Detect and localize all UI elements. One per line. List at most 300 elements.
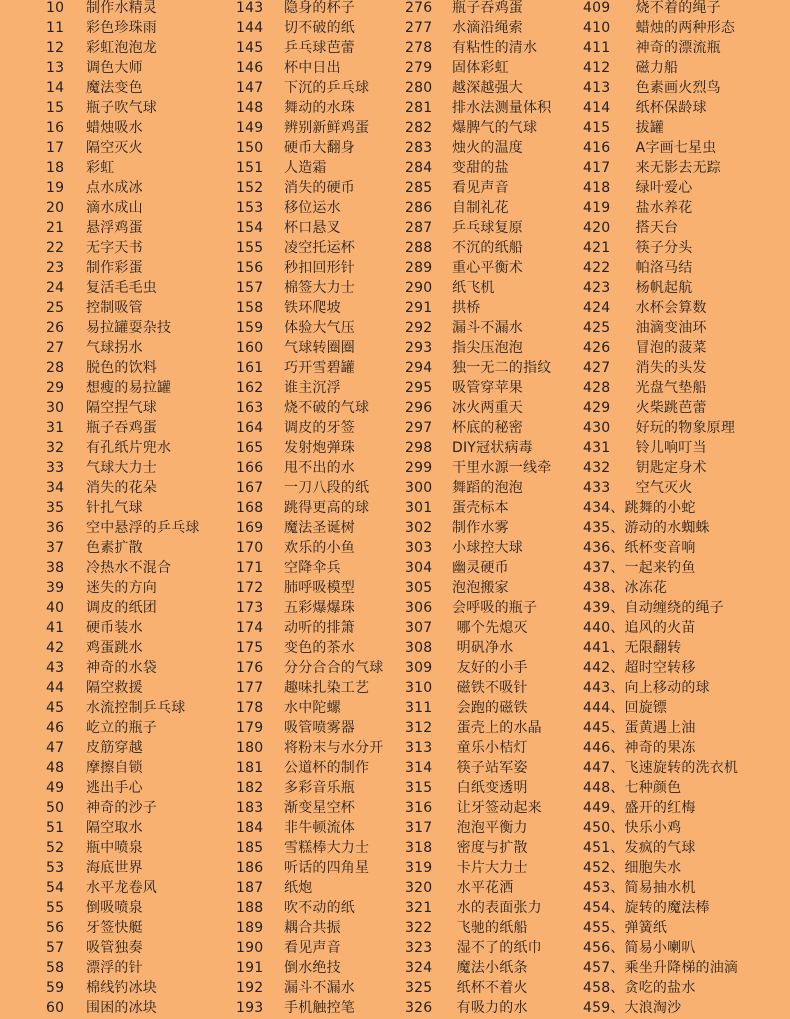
item-number: 173 [236, 600, 264, 616]
item-title: 一刀八段的纸 [284, 480, 370, 496]
list-item [46, 598, 200, 618]
item-number: 152 [236, 180, 264, 196]
list-item [236, 918, 383, 938]
item-number: 193 [236, 1000, 264, 1016]
item-number: 455、 [583, 920, 625, 936]
item-title: 彩虹 [86, 160, 115, 176]
list-item [236, 818, 383, 838]
item-number: 416 [583, 140, 611, 156]
item-title: 幽灵硬币 [452, 560, 509, 576]
item-title: 冰冻花 [624, 580, 668, 596]
item-title: 简易抽水机 [624, 880, 696, 896]
list-item [405, 38, 551, 58]
list-item [405, 618, 551, 638]
item-number: 430 [583, 420, 611, 436]
item-title: 绿叶爱心 [631, 180, 693, 196]
list-item [405, 458, 551, 478]
item-title: 乒乓球复原 [452, 220, 523, 236]
list-item [405, 798, 551, 818]
item-number: 190 [236, 940, 264, 956]
list-item [583, 278, 738, 298]
list-item [236, 0, 383, 18]
item-number: 421 [583, 240, 611, 256]
item-title: 围困的冰块 [86, 1000, 157, 1016]
list-item [236, 518, 383, 538]
item-number: 45 [46, 700, 65, 716]
list-item [405, 998, 551, 1018]
item-title: 分分合合的气球 [284, 660, 384, 676]
list-item [583, 298, 738, 318]
item-number: 162 [236, 380, 264, 396]
item-title: 铁环爬坡 [284, 300, 341, 316]
item-number: 158 [236, 300, 264, 316]
item-title: 乒乓球芭蕾 [284, 40, 355, 56]
item-number: 276 [405, 0, 433, 16]
item-title: 海底世界 [86, 860, 143, 876]
item-number: 310 [405, 680, 433, 696]
list-item [405, 258, 551, 278]
item-number: 154 [236, 220, 264, 236]
list-item [583, 378, 738, 398]
item-title: 制作彩蛋 [86, 260, 143, 276]
item-number: 299 [405, 460, 433, 476]
list-item [405, 678, 551, 698]
list-item [236, 198, 383, 218]
list-item [583, 358, 738, 378]
item-title: 调皮的纸团 [86, 600, 157, 616]
item-title: 自动缠绕的绳子 [624, 600, 724, 616]
item-title: 铃儿响叮当 [631, 440, 707, 456]
item-number: 298 [405, 440, 433, 456]
item-number: 185 [236, 840, 264, 856]
item-number: 10 [46, 0, 65, 16]
item-title: 倒水绝技 [284, 960, 341, 976]
list-item [405, 198, 551, 218]
item-number: 17 [46, 140, 65, 156]
item-title: 烛火的温度 [452, 140, 523, 156]
list-item [236, 938, 383, 958]
list-item [405, 138, 551, 158]
item-number: 301 [405, 500, 433, 516]
list-item [583, 618, 738, 638]
item-title: 漏斗不漏水 [452, 320, 523, 336]
item-number: 31 [46, 420, 65, 436]
item-number: 323 [405, 940, 433, 956]
list-item [236, 598, 383, 618]
list-item [236, 238, 383, 258]
list-item [583, 98, 738, 118]
item-number: 172 [236, 580, 264, 596]
item-number: 320 [405, 880, 433, 896]
list-item [583, 738, 738, 758]
list-item [46, 278, 200, 298]
item-number: 178 [236, 700, 264, 716]
item-title: 屹立的瓶子 [86, 720, 157, 736]
item-number: 312 [405, 720, 433, 736]
item-number: 144 [236, 20, 264, 36]
item-number: 49 [46, 780, 65, 796]
item-title: 筷子分头 [631, 240, 693, 256]
item-number: 174 [236, 620, 264, 636]
list-item [405, 738, 551, 758]
list-item [46, 798, 200, 818]
item-title: 跳舞的小蛇 [624, 500, 696, 516]
item-title: 油滴变油环 [631, 320, 707, 336]
list-item [46, 558, 200, 578]
list-item [405, 98, 551, 118]
item-number: 311 [405, 700, 433, 716]
item-number: 437、 [583, 560, 625, 576]
list-item [236, 778, 383, 798]
item-number: 418 [583, 180, 611, 196]
item-title: 盐水养花 [631, 200, 693, 216]
item-title: 杯中日出 [284, 60, 341, 76]
item-title: 童乐小桔灯 [452, 740, 528, 756]
item-number: 40 [46, 600, 65, 616]
list-item [236, 958, 383, 978]
list-item [405, 278, 551, 298]
item-number: 186 [236, 860, 264, 876]
list-item [405, 918, 551, 938]
list-item [46, 698, 200, 718]
item-title: 卡片大力士 [452, 860, 528, 876]
item-number: 59 [46, 980, 65, 996]
list-item [46, 498, 200, 518]
item-number: 161 [236, 360, 264, 376]
item-title: 气球拐水 [86, 340, 143, 356]
item-title: 渐变星空杯 [284, 800, 355, 816]
item-title: 湿不了的纸巾 [452, 940, 542, 956]
item-title: 泡泡搬家 [452, 580, 509, 596]
item-number: 304 [405, 560, 433, 576]
item-title: 拱桥 [452, 300, 481, 316]
list-item [583, 698, 738, 718]
item-title: 白纸变透明 [452, 780, 528, 796]
item-number: 316 [405, 800, 433, 816]
item-number: 309 [405, 660, 433, 676]
list-item [405, 698, 551, 718]
item-number: 448、 [583, 780, 625, 796]
item-title: 复活毛毛虫 [86, 280, 157, 296]
item-number: 445、 [583, 720, 625, 736]
list-item [405, 338, 551, 358]
item-title: 乘坐升降梯的油滴 [624, 960, 739, 976]
item-title: 自制礼花 [452, 200, 509, 216]
list-item [236, 798, 383, 818]
item-number: 280 [405, 80, 433, 96]
list-item [405, 418, 551, 438]
item-title: 舞动的水珠 [284, 100, 355, 116]
list-item [405, 378, 551, 398]
item-title: 泡泡平衡力 [452, 820, 528, 836]
list-item [46, 658, 200, 678]
item-title: 盛开的红梅 [624, 800, 696, 816]
item-number: 282 [405, 120, 433, 136]
item-title: 点水成冰 [86, 180, 143, 196]
item-title: 水中陀螺 [284, 700, 341, 716]
item-number: 32 [46, 440, 65, 456]
list-item [405, 238, 551, 258]
item-title: 小球控大球 [452, 540, 523, 556]
list-item [46, 78, 200, 98]
item-title: 耦合共振 [284, 920, 341, 936]
item-title: 来无影去无踪 [631, 160, 721, 176]
list-item [405, 538, 551, 558]
list-item [236, 318, 383, 338]
item-number: 179 [236, 720, 264, 736]
item-title: 独一无二的指纹 [452, 360, 552, 376]
list-item [583, 638, 738, 658]
list-item [583, 498, 738, 518]
item-title: 吸管喷雾器 [284, 720, 355, 736]
item-number: 55 [46, 900, 65, 916]
list-item [236, 378, 383, 398]
item-number: 442、 [583, 660, 625, 676]
item-title: 想瘦的易拉罐 [86, 380, 172, 396]
item-title: 摩擦自锁 [86, 760, 143, 776]
item-title: 彩虹泡泡龙 [86, 40, 157, 56]
item-number: 454、 [583, 900, 625, 916]
item-title: 听话的四角星 [284, 860, 370, 876]
list-item [405, 978, 551, 998]
item-title: 简易小喇叭 [624, 940, 696, 956]
item-title: 磁力船 [631, 60, 679, 76]
item-number: 171 [236, 560, 264, 576]
item-title: 看见声音 [452, 180, 509, 196]
list-item [405, 118, 551, 138]
item-number: 451、 [583, 840, 625, 856]
item-number: 456、 [583, 940, 625, 956]
item-title: 肺呼吸模型 [284, 580, 355, 596]
item-title: 跳得更高的球 [284, 500, 370, 516]
item-title: 变甜的盐 [452, 160, 509, 176]
list-item [236, 298, 383, 318]
list-item [236, 98, 383, 118]
item-number: 146 [236, 60, 264, 76]
item-title: 指尖压泡泡 [452, 340, 523, 356]
item-number: 53 [46, 860, 65, 876]
item-title: 趣味扎染工艺 [284, 680, 370, 696]
item-title: 冰火两重天 [452, 400, 523, 416]
item-number: 147 [236, 80, 264, 96]
item-number: 13 [46, 60, 65, 76]
list-item [236, 178, 383, 198]
list-item [46, 998, 200, 1018]
list-item [236, 998, 383, 1018]
list-item [583, 938, 738, 958]
item-title: 弹簧纸 [624, 920, 668, 936]
item-title: 隐身的杯子 [284, 0, 355, 16]
list-item [46, 818, 200, 838]
item-number: 52 [46, 840, 65, 856]
list-item [583, 678, 738, 698]
list-item [405, 18, 551, 38]
item-number: 153 [236, 200, 264, 216]
list-item [583, 598, 738, 618]
item-number: 36 [46, 520, 65, 536]
item-number: 317 [405, 820, 433, 836]
item-title: 快乐小鸡 [624, 820, 682, 836]
item-number: 322 [405, 920, 433, 936]
item-title: 冒泡的菠菜 [631, 340, 707, 356]
item-number: 51 [46, 820, 65, 836]
item-number: 187 [236, 880, 264, 896]
list-item [46, 958, 200, 978]
list-item [46, 678, 200, 698]
item-number: 56 [46, 920, 65, 936]
item-number: 50 [46, 800, 65, 816]
item-title: 水平花洒 [452, 880, 514, 896]
item-title: 五彩爆爆珠 [284, 600, 355, 616]
item-title: 蜡烛的两种形态 [631, 20, 736, 36]
list-item [236, 338, 383, 358]
item-title: 有吸力的水 [452, 1000, 528, 1016]
item-number: 22 [46, 240, 65, 256]
item-number: 295 [405, 380, 433, 396]
list-item [46, 358, 200, 378]
item-title: 搭天台 [631, 220, 679, 236]
list-item [46, 478, 200, 498]
item-number: 180 [236, 740, 264, 756]
item-number: 281 [405, 100, 433, 116]
item-title: DIY冠状病毒 [452, 440, 533, 456]
list-item [236, 478, 383, 498]
list-item [46, 218, 200, 238]
item-number: 318 [405, 840, 433, 856]
item-number: 420 [583, 220, 611, 236]
item-number: 302 [405, 520, 433, 536]
item-title: 谁主沉浮 [284, 380, 341, 396]
list-item [236, 118, 383, 138]
item-number: 450、 [583, 820, 625, 836]
list-item [46, 878, 200, 898]
item-title: 空气灭火 [631, 480, 693, 496]
item-title: 空降伞兵 [284, 560, 341, 576]
list-item [405, 598, 551, 618]
list-item [236, 658, 383, 678]
list-item [583, 578, 738, 598]
item-title: 下沉的乒乓球 [284, 80, 370, 96]
item-title: 舞蹈的泡泡 [452, 480, 523, 496]
item-number: 325 [405, 980, 433, 996]
item-number: 417 [583, 160, 611, 176]
item-number: 284 [405, 160, 433, 176]
item-title: 纸炮 [284, 880, 313, 896]
item-number: 43 [46, 660, 65, 676]
item-number: 18 [46, 160, 65, 176]
item-title: 硬币大翻身 [284, 140, 355, 156]
list-item [583, 58, 738, 78]
list-item [236, 758, 383, 778]
list-item [405, 838, 551, 858]
item-title: 旋转的魔法棒 [624, 900, 710, 916]
item-number: 165 [236, 440, 264, 456]
list-item [405, 858, 551, 878]
list-item [46, 58, 200, 78]
item-number: 446、 [583, 740, 625, 756]
item-number: 14 [46, 80, 65, 96]
item-number: 313 [405, 740, 433, 756]
list-item [405, 438, 551, 458]
item-number: 192 [236, 980, 264, 996]
list-item [405, 58, 551, 78]
list-item [236, 698, 383, 718]
item-number: 436、 [583, 540, 625, 556]
item-title: 硬币装水 [86, 620, 143, 636]
list-item [583, 178, 738, 198]
list-item [405, 218, 551, 238]
item-number: 290 [405, 280, 433, 296]
item-number: 189 [236, 920, 264, 936]
item-number: 182 [236, 780, 264, 796]
list-item [583, 18, 738, 38]
item-title: 密度与扩散 [452, 840, 528, 856]
list-item [583, 558, 738, 578]
list-item [583, 418, 738, 438]
item-number: 163 [236, 400, 264, 416]
item-number: 29 [46, 380, 65, 396]
list-item [46, 398, 200, 418]
list-item [405, 158, 551, 178]
item-title: 魔法圣诞树 [284, 520, 355, 536]
list-item [46, 838, 200, 858]
item-number: 424 [583, 300, 611, 316]
item-title: 帕洛马结 [631, 260, 693, 276]
list-item [236, 18, 383, 38]
item-title: 蜡烛吸水 [86, 120, 143, 136]
item-title: 发射炮弹珠 [284, 440, 355, 456]
item-title: 制作水雾 [452, 520, 509, 536]
list-item [46, 298, 200, 318]
item-title: 手机触控笔 [284, 1000, 355, 1016]
item-number: 307 [405, 620, 433, 636]
item-number: 58 [46, 960, 65, 976]
list-item [236, 878, 383, 898]
item-title: 鸡蛋跳水 [86, 640, 143, 656]
list-item [583, 238, 738, 258]
item-title: 人造霜 [284, 160, 327, 176]
item-number: 57 [46, 940, 65, 956]
item-number: 48 [46, 760, 65, 776]
item-number: 285 [405, 180, 433, 196]
item-title: 变色的茶水 [284, 640, 355, 656]
item-number: 155 [236, 240, 264, 256]
list-item [583, 478, 738, 498]
item-number: 47 [46, 740, 65, 756]
item-title: 魔法变色 [86, 80, 143, 96]
item-number: 11 [46, 20, 65, 36]
list-item [405, 358, 551, 378]
item-title: 雪糕棒大力士 [284, 840, 370, 856]
list-item [583, 898, 738, 918]
item-number: 428 [583, 380, 611, 396]
item-number: 170 [236, 540, 264, 556]
item-title: 有粘性的清水 [452, 40, 538, 56]
item-title: 蛋壳标本 [452, 500, 509, 516]
item-title: 针扎气球 [86, 500, 143, 516]
item-number: 283 [405, 140, 433, 156]
item-number: 458、 [583, 980, 625, 996]
item-number: 319 [405, 860, 433, 876]
list-item [46, 418, 200, 438]
item-title: 不沉的纸船 [452, 240, 523, 256]
list-item [236, 718, 383, 738]
list-column-4 [583, 0, 738, 1018]
item-title: 磁铁不吸针 [452, 680, 528, 696]
list-item [46, 758, 200, 778]
item-title: 七种颜色 [624, 780, 682, 796]
item-number: 24 [46, 280, 65, 296]
